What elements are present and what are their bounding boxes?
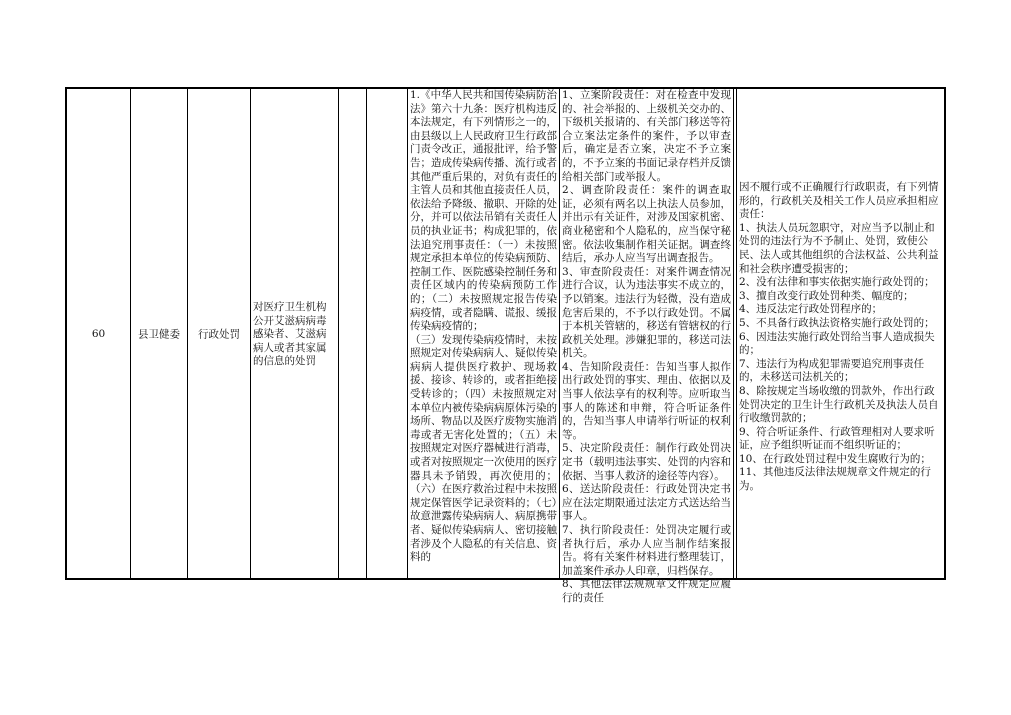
legal-basis: 1.《中华人民共和国传染病防治法》第六十九条：医疗机构违反本法规定，有下列情形之一的，由县级以上人民政府卫生行政部门责令改正，通报批评，给予警告；造成传染病传播、流行或者其他严重后果的，对负有责任的主管人员和其他直接责任人员，依法给予降级、撤职、开除的处分，并可以依法吊销有关责任人员的执业证书；构成犯罪的，依法追究刑事责任：（一）未按照规定承担本单位的传染病预防、控制工作、医院感染控制任务和责任区域内的传染病预防工作的；（二）未按照规定报告传染病疫情，或者隐瞒、谎报、缓报传染病疫情的； （三）发现传染病疫情时，未按照规定对传染病病人、疑似传染病病人提供医疗救护、现场救援、接诊、转诊的，或者拒绝接受转诊的；（四）未按照规定对本单位内被传染病病原体污染的场所、物品以及医疗废物实施消毒或者无害化处置的；（五）未按照规定对医疗器械进行消毒，或者对按照规定一次使用的医疗器具未予销毁，再次使用的；（六）在医疗救治过程中未按照规定保管医学记录资料的；（七）故意泄露传染病病人、病原携带者、疑似传染病病人、密切接触者涉及个人隐私的有关信息、资料的 xyxy=(410,89,557,564)
legal-basis-cell xyxy=(408,89,560,578)
accountability: 因不履行或不正确履行行政职责，有下列情形的，行政机关及相关工作人员应承担相应责任： 1、执法人员玩忽职守，对应当予以制止和处罚的违法行为不予制止、处罚，致使公民、法人或其他组织的合法权益、公共利益和社会秩序遭受损害的； 2、没有法律和事实依据实施行政处罚的； 3、擅自改变行政处罚种类、幅度的； 4、违反法定行政处罚程序的； 5、不具备行政执法资格实施行政处罚的； 6、因违法实施行政处罚给当事人造成损失的； 7、违法行为构成犯罪需要追究刑事责任的，未移送司法机关的； 8、除按规定当场收缴的罚款外，作出行政处罚决定的卫生计生行政机关及执法人员自行收缴罚款的； 9、符合听证条件、行政管理相对人要求听证，应予组织听证而不组织听证的； 10、在行政处罚过程中发生腐败行为的； 11、其他违反法律法规规章文件规定的行为。 xyxy=(739,181,939,493)
empty-cell-1 xyxy=(339,89,367,578)
authority-table xyxy=(65,87,946,604)
item-name: 对医疗卫生机构公开艾滋病病毒感染者、艾滋病病人或者其家属的信息的处罚 xyxy=(253,301,327,368)
category: 行政处罚 xyxy=(198,328,240,340)
duties-cell xyxy=(560,89,734,604)
row-number-cell xyxy=(67,89,131,578)
empty-cell-2 xyxy=(367,89,408,578)
duties: 1、立案阶段责任：对在检查中发现的、社会举报的、上级机关交办的、下级机关报请的、有关部门移送等符合立案法定条件的案件，予以审查后，确定是否立案，决定不予立案的，不予立案的书面记录存档并反馈给相关部门或举报人。 2、调查阶段责任：案件的调查取证，必须有两名以上执法人员参加，并出示有关证件，对涉及国家机密、商业秘密和个人隐私的，应当保守秘密。依法收集制作相关证据。调查终结后，承办人应当写出调查报告。 3、审查阶段责任：对案件调查情况进行合议，认为违法事实不成立的，予以销案。违法行为轻微，没有造成危害后果的，不予以行政处罚。不属于本机关管辖的，移送有管辖权的行政机关处理。涉嫌犯罪的，移送司法机关。 4、告知阶段责任：告知当事人拟作出行政处罚的事实、理由、依据以及当事人依法享有的权利等。应听取当事人的陈述和申辩，符合听证条件的，告知当事人申请举行听证的权利等。 5、决定阶段责任：制作行政处罚决定书（载明违法事实、处罚的内容和依据、当事人救济的途径等内容）。 6、送达阶段责任：行政处罚决定书应在法定期限通过法定方式送达给当事人。 7、执行阶段责任：处罚决定履行或者执行后，承办人应当制作结案报告。将有关案件材料进行整理装订，加盖案件承办人印章，归档保存。 8、其他法律法规规章文件规定应履行的责任 xyxy=(562,89,731,604)
category-cell xyxy=(188,89,251,578)
accountability-cell xyxy=(737,89,946,578)
row-number: 60 xyxy=(91,327,106,340)
item-name-cell xyxy=(251,89,339,578)
department-cell xyxy=(131,89,188,578)
department: 县卫健委 xyxy=(138,328,180,340)
